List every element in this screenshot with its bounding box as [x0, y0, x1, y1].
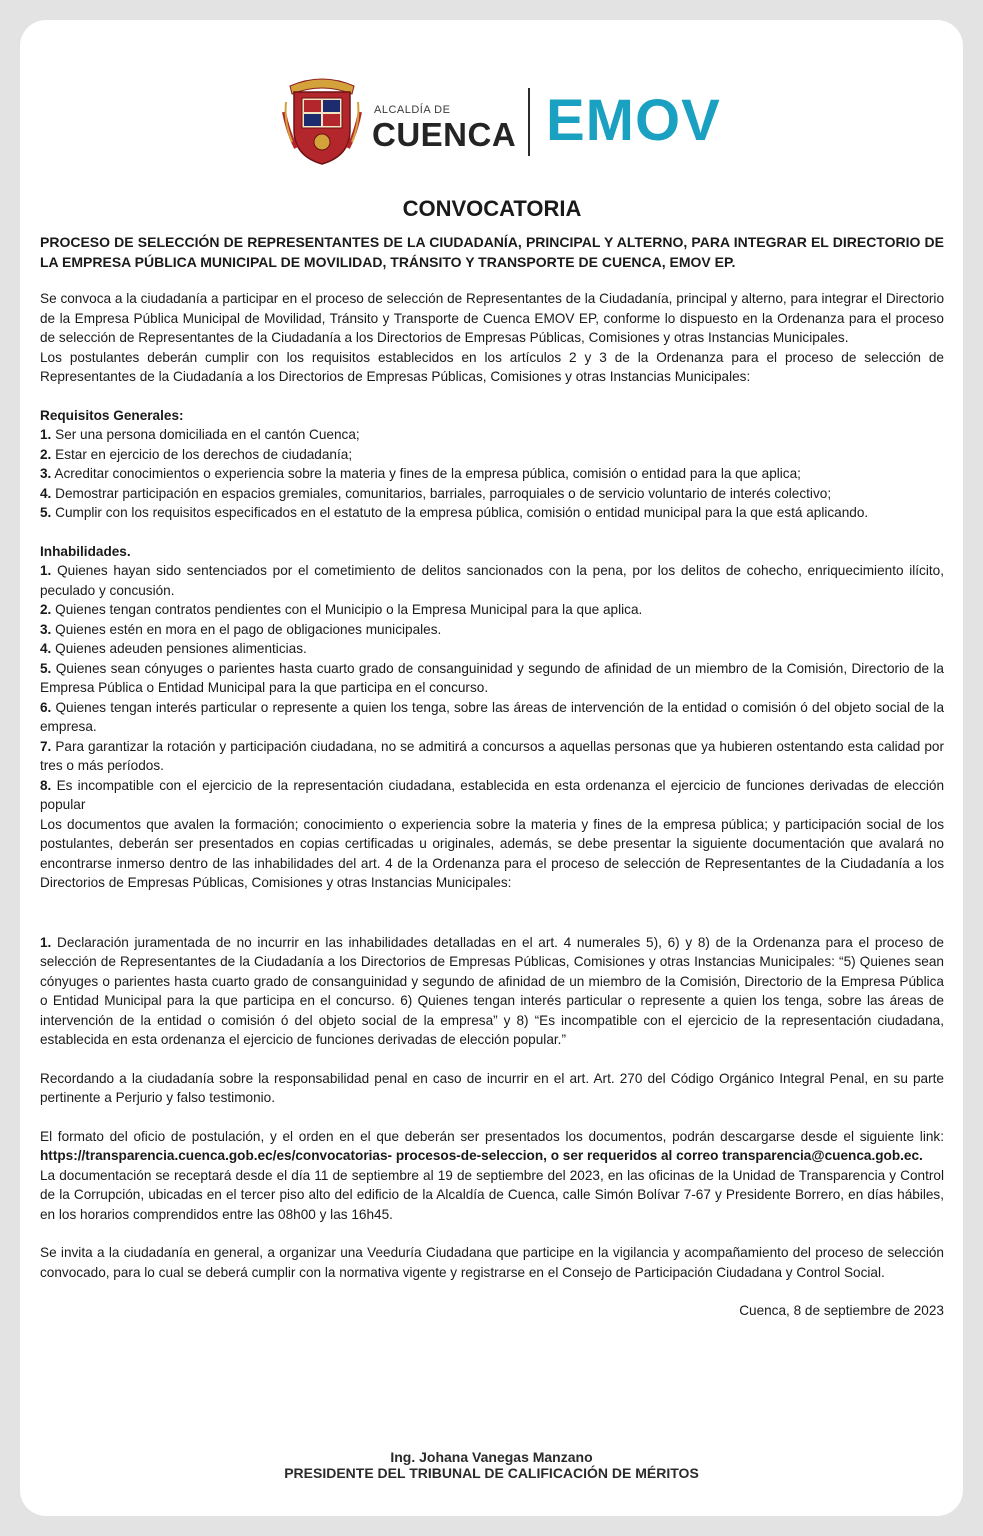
list-item: 2. Quienes tengan contratos pendientes con el Municipio o la Empresa Municipal para la que aplica. — [40, 602, 643, 617]
list-item: 4. Quienes adeuden pensiones alimenticias. — [40, 641, 307, 656]
logo-divider — [528, 88, 530, 156]
penal-paragraph: Recordando a la ciudadanía sobre la responsabilidad penal en caso de incurrir en el art. Art. 270 del Código Orgánico Integral Penal, en su parte pertinente a Perjurio y falso testimonio. — [40, 1070, 944, 1105]
list-item: 6. Quienes tengan interés particular o represente a quien los tenga, sobre las áreas de intervención de la entidad o comisión ó del objeto social de la empresa. — [40, 699, 945, 734]
list-item: 1. Ser una persona domiciliada en el cantón Cuenca; — [40, 427, 360, 442]
list-item: 1. Quienes hayan sido sentenciados por el cometimiento de delitos sancionados con la pena, por los delitos de cohecho, enriquecimiento ilícito, peculado y concusión. — [40, 563, 944, 598]
signer-name: Ing. Johana Vanegas Manzano — [390, 1449, 593, 1465]
documents-paragraph: Los documentos que avalen la formación; conocimiento o experiencia sobre la materia y fines de la empresa pública; y participación social de los postulantes, deberán ser presentados en copias certificadas u originales, además, se debe presentar la siguiente documentación que avalará no encontrarse inmerso dentro de las inhabilidades del art. 4 de la Ordenanza para el proceso de selección de Representantes de la Ciudadanía a los Directorios de Empresas Públicas, Comisiones y otras Instancias Municipales: — [40, 816, 944, 890]
list-item: 3. Acreditar conocimientos o experiencia sobre la materia y fines de la empresa pública, comisión o entidad para la que aplica; — [40, 466, 801, 481]
intro-paragraph: Los postulantes deberán cumplir con los requisitos establecidos en los artículos 2 y 3 de la Ordenanza para el proceso de selección de Representantes de la Ciudadanía a los Directorios de Empresas Públicas, Comisiones y otras Instancias Municipales: — [40, 349, 944, 384]
header-logos — [282, 72, 732, 168]
logo-cuenca-text: CUENCA — [372, 116, 517, 153]
cuenca-crest-icon — [282, 72, 362, 168]
signer-role: PRESIDENTE DEL TRIBUNAL DE CALIFICACIÓN DE MÉRITOS — [284, 1465, 699, 1481]
logo-small-text: ALCALDÍA DE — [374, 104, 451, 116]
list-item: 4. Demostrar participación en espacios gremiales, comunitarios, barriales, parroquiales o de servicio voluntario de interés colectivo; — [40, 485, 832, 501]
download-link[interactable]: https://transparencia.cuenca.gob.ec/es/convocatorias- procesos-de-seleccion, o ser requeridos al correo transparencia@cuenca.gob.ec. — [40, 1148, 923, 1163]
list-item: 5. Cumplir con los requisitos especificados en el estatuto de la empresa pública, comisión o entidad municipal para la que está aplicando. — [40, 505, 869, 520]
list-item: 2. Estar en ejercicio de los derechos de ciudadanía; — [40, 446, 353, 462]
inhabilidades-list — [40, 561, 944, 815]
inhabilidades-heading: Inhabilidades. — [40, 543, 131, 559]
requisitos-heading: Requisitos Generales: — [40, 407, 184, 423]
list-item: 5. Quienes sean cónyuges o parientes hasta cuarto grado de consanguinidad y segundo de afinidad de un miembro de la Comisión, Directorio de la Empresa Pública o Entidad Municipal para la que participa en el concurso. — [40, 660, 944, 695]
intro-paragraph: Se convoca a la ciudadanía a participar en el proceso de selección de Representantes de la Ciudadanía, principal y alterno, para integrar el Directorio de la Empresa Pública Municipal de Movilidad, Tránsito y Transporte de Cuenca EMOV EP, conforme lo dispuesto en la Ordenanza para el proceso de selección de Representantes de la Ciudadanía a los Directorios de Empresas Públicas, Comisiones y otras Instancias Municipales. — [40, 291, 944, 345]
list-item: 7. Para garantizar la rotación y participación ciudadana, no se admitirá a concursos a aquellas personas que ya hubieren ostentando esta calidad por tres o más períodos. — [40, 738, 944, 773]
page-subtitle: PROCESO DE SELECCIÓN DE REPRESENTANTES DE LA CIUDADANÍA, PRINCIPAL Y ALTERNO, PARA INTEGRAR EL DIRECTORIO DE LA EMPRESA PÚBLICA MUNICIPAL DE MOVILIDAD, TRÁNSITO Y TRANSPORTE DE CUENCA, EMOV EP. — [40, 234, 944, 270]
list-item: 8. Es incompatible con el ejercicio de la representación ciudadana, establecida en esta ordenanza el ejercicio de funciones derivadas de elección popular — [40, 777, 945, 812]
page-title: CONVOCATORIA — [402, 196, 582, 221]
requisitos-list — [40, 425, 944, 523]
format-paragraph: El formato del oficio de postulación, y el orden en el que deberán ser presentados los documentos, podrán descargarse desde el siguiente link: https://transparencia.cuenca.gob.ec/es/convocatorias- procesos-de-seleccion, o ser requeridos al correo transparencia@cuenca.gob.ec. — [40, 1128, 944, 1163]
declaration-item: 1. Declaración juramentada de no incurrir en las inhabilidades detalladas en el art. 4 numerales 5), 6) y 8) de la Ordenanza para el proceso de selección de Representantes de la Ciudadanía a los Directorios de Empresas Públicas, Comisiones y otras Instancias Municipales: “5) Quienes sean cónyuges o parientes hasta cuarto grado de consanguinidad y segundo de afinidad de un miembro de la Comisión, Directorio de la Empresa Pública o Entidad Municipal para la que participa en el concurso. 6) Quienes tengan interés particular o represente a quien los tenga, sobre las áreas de intervención de la entidad o comisión ó del objeto social de la empresa” y 8) “Es incompatible con el ejercicio de la representación ciudadana, establecida en esta ordenanza el ejercicio de funciones derivadas de elección popular.” — [40, 934, 944, 1047]
reception-paragraph: La documentación se receptará desde el día 11 de septiembre al 19 de septiembre del 2023, en las oficinas de la Unidad de Transparencia y Control de la Corrupción, ubicadas en el tercer piso alto del edificio de la Alcaldía de Cuenca, calle Simón Bolívar 7-67 y Presidente Borrero, en días hábiles, en los horarios comprendidos entre las 08h00 y las 16h45. — [40, 1167, 944, 1222]
veeduria-paragraph: Se invita a la ciudadanía en general, a organizar una Veeduría Ciudadana que participe en la vigilancia y acompañamiento del proceso de selección convocado, para lo cual se deberá cumplir con la normativa vigente y registrarse en el Consejo de Participación Ciudadana y Control Social. — [40, 1245, 944, 1280]
logo-emov-text: EMOV — [546, 88, 721, 153]
list-item: 3. Quienes estén en mora en el pago de obligaciones municipales. — [40, 621, 442, 637]
signature-block — [0, 1449, 983, 1481]
document-date: Cuenca, 8 de septiembre de 2023 — [739, 1303, 944, 1318]
document-body — [40, 196, 944, 1321]
